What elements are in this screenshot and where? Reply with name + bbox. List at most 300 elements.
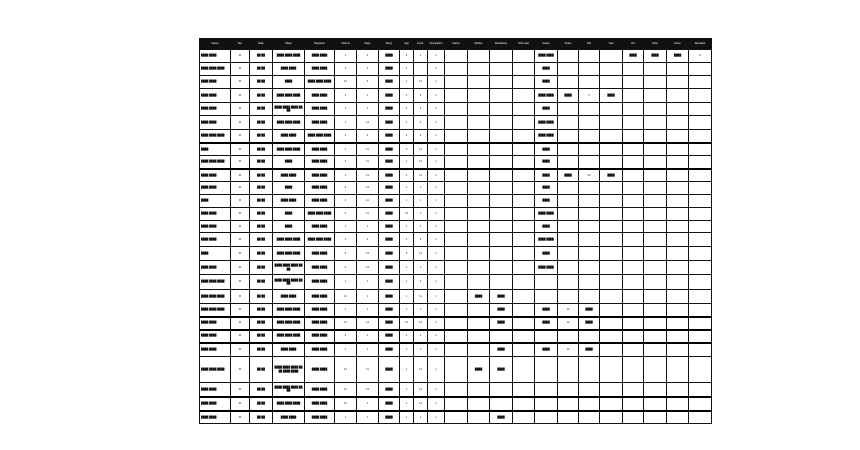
table-cell: 1 [400,76,414,89]
table-cell: ████ [379,169,400,182]
table-cell: 1 [357,343,379,357]
table-cell: ████ [535,343,558,357]
table-cell [490,89,513,103]
table-cell: ██/██ [250,156,273,169]
table-cell: ████ ████ ████ [273,304,305,317]
table-row [200,195,712,208]
table-cell: 1 [428,397,445,411]
table-cell [513,195,535,208]
table-row [200,182,712,195]
table-cell: ████ ████ ████ ████ [273,383,305,397]
table-cell: 2 [414,275,428,290]
table-cell: 3 [414,89,428,103]
table-cell: ████ ████ [200,411,231,424]
table-cell: ████ ████ ████ [305,208,335,221]
table-cell: 11 [414,383,428,397]
table-cell: ██/██ [250,89,273,103]
table-cell: 1 [357,103,379,116]
table-cell [490,169,513,182]
table-cell: ████ [535,63,558,76]
table-cell [600,156,623,169]
table-cell [468,208,490,221]
table-cell: 1 [414,411,428,424]
table-cell: 1 [428,221,445,233]
table-cell [600,411,623,424]
table-cell: ████ ████ [200,103,231,116]
column-header[interactable]: Entry [379,39,400,50]
column-header[interactable]: Mother [468,39,490,50]
table-cell [667,103,689,116]
table-cell [689,208,712,221]
table-cell [667,290,689,304]
table-cell: 1 [400,397,414,411]
table-cell [667,76,689,89]
table-cell: 13 [335,357,357,383]
table-cell [535,330,558,343]
table-cell: 13 [400,208,414,221]
table-cell [445,290,468,304]
table-cell [667,63,689,76]
table-cell [644,169,667,182]
table-row [200,383,712,397]
table-cell: ██/██ [250,290,273,304]
table-cell: 1 [414,195,428,208]
table-cell [558,357,579,383]
table-cell [623,195,644,208]
table-cell: ████ ████ ████ [200,357,231,383]
data-table [199,38,712,424]
table-cell [513,357,535,383]
table-cell [535,275,558,290]
table-cell: ██/██ [250,304,273,317]
table-cell: 1 [400,383,414,397]
table-cell [468,130,490,143]
table-cell: ████ [379,130,400,143]
table-cell: ████ ████ [305,89,335,103]
table-cell: ████ ████ [305,116,335,130]
table-cell: ████ [379,50,400,63]
table-cell: 11 [414,397,428,411]
table-cell [513,103,535,116]
table-cell [644,103,667,116]
table-cell: ████ ████ ████ [273,247,305,261]
table-cell: ████ ████ [305,304,335,317]
table-cell: 11 [414,357,428,383]
column-header[interactable]: Age [400,39,414,50]
table-cell [644,63,667,76]
table-cell: ████ [535,169,558,182]
table-cell [513,330,535,343]
table-cell: M [231,221,250,233]
table-cell: M [231,156,250,169]
table-cell [445,195,468,208]
table-cell [623,330,644,343]
table-cell: ████ ████ ████ ████ [273,275,305,290]
table-cell [623,116,644,130]
table-cell: ██/██ [250,317,273,330]
table-cell: 14 [357,317,379,330]
table-cell: M [231,317,250,330]
table-cell: 1 [357,330,379,343]
table-cell: 1 [335,169,357,182]
table-cell: 1 [400,89,414,103]
table-cell: 1 [400,221,414,233]
table-cell: 13 [357,247,379,261]
table-cell [513,275,535,290]
table-cell [558,397,579,411]
table-cell [445,169,468,182]
table-cell: ████ ████ [200,89,231,103]
table-cell: 1 [357,290,379,304]
table-cell [468,156,490,169]
table-cell [600,195,623,208]
table-cell: 3 [400,50,414,63]
table-cell: M [231,89,250,103]
table-cell [667,130,689,143]
table-cell [644,357,667,383]
table-cell [667,195,689,208]
table-cell [623,317,644,330]
table-cell [644,221,667,233]
table-cell: ████ ████ [305,411,335,424]
table-cell: ████ [379,330,400,343]
table-cell: 1 [414,50,428,63]
column-header[interactable]: Sex [231,39,250,50]
column-header[interactable]: Place [273,39,305,50]
table-cell: 1 [428,304,445,317]
table-cell: 1 [428,261,445,275]
table-row [200,208,712,221]
column-header[interactable]: Residence [490,39,513,50]
table-cell: 1 [428,343,445,357]
column-header[interactable]: Date [250,39,273,50]
table-cell [600,247,623,261]
table-cell: 3 [335,247,357,261]
table-cell: 11 [335,317,357,330]
table-cell: 4 [335,195,357,208]
table-cell: M [231,208,250,221]
table-cell [468,182,490,195]
table-cell [579,411,600,424]
table-cell: 1 [428,411,445,424]
table-cell: ████ [379,343,400,357]
table-cell [689,195,712,208]
table-cell [468,343,490,357]
table-cell: 4 [335,208,357,221]
table-cell: ████ ████ [305,330,335,343]
table-cell: 1 [428,156,445,169]
table-row [200,304,712,317]
table-cell: 1 [335,103,357,116]
table-cell [579,103,600,116]
table-cell: 3 [335,330,357,343]
column-header[interactable]: Occupation [428,39,445,50]
table-cell: 11 [414,247,428,261]
column-header[interactable]: Ref [579,39,600,50]
table-cell [667,182,689,195]
table-cell: ██/██ [250,182,273,195]
table-cell [558,290,579,304]
table-cell: 1 [428,76,445,89]
table-cell: ████ ████ ████ [305,233,335,247]
table-cell [490,63,513,76]
table-cell [490,156,513,169]
table-row [200,221,712,233]
table-cell: 1 [357,89,379,103]
column-header[interactable]: Folio [644,39,667,50]
table-cell [513,63,535,76]
table-cell [689,304,712,317]
table-cell: ████ ████ [305,343,335,357]
table-cell [579,397,600,411]
table-cell [579,247,600,261]
column-header[interactable]: Cond. [414,39,428,50]
column-header[interactable]: Notes [558,39,579,50]
table-cell [558,103,579,116]
table-cell: 13 [357,383,379,397]
table-cell [513,143,535,156]
table-cell: 13 [400,317,414,330]
table-cell [490,330,513,343]
table-cell: ████ ████ ████ [200,130,231,143]
table-cell: 1 [400,182,414,195]
table-cell: ████ ████ [305,261,335,275]
table-cell: 1 [428,290,445,304]
table-cell [689,103,712,116]
table-cell [513,89,535,103]
column-header[interactable]: Informant [513,39,535,50]
table-cell [600,261,623,275]
table-cell [600,304,623,317]
table-cell: 2 [335,156,357,169]
table-cell: ████ ████ [535,261,558,275]
table-cell: 1 [335,221,357,233]
table-cell: ████ [379,397,400,411]
table-cell: ████ [468,290,490,304]
table-cell [600,221,623,233]
table-cell [513,343,535,357]
table-cell [513,411,535,424]
table-cell: ████ [379,411,400,424]
table-cell: ██/██ [250,169,273,182]
table-cell: M [231,357,250,383]
table-cell [558,130,579,143]
table-cell [623,247,644,261]
table-cell [644,397,667,411]
table-cell: ████ ████ ████ [200,156,231,169]
table-cell: ████ [379,182,400,195]
table-cell: ████ ████ [305,182,335,195]
table-cell [445,343,468,357]
table-cell [644,411,667,424]
table-cell: 11 [414,169,428,182]
table-cell: ████ [379,317,400,330]
table-cell [579,290,600,304]
table-cell [513,130,535,143]
table-cell: ████ [667,50,689,63]
column-header[interactable]: Name [200,39,231,50]
table-cell [445,116,468,130]
table-cell [667,221,689,233]
table-cell [579,143,600,156]
table-cell: ████ ████ [535,89,558,103]
table-row [200,330,712,343]
table-cell [689,130,712,143]
table-cell [490,76,513,89]
column-header[interactable]: Father [445,39,468,50]
table-cell [689,182,712,195]
table-cell [490,221,513,233]
table-cell [558,247,579,261]
table-cell [513,304,535,317]
table-cell [644,247,667,261]
column-header[interactable]: Vol. [623,39,644,50]
table-cell [468,76,490,89]
table-row [200,290,712,304]
table-cell [689,330,712,343]
table-cell [445,233,468,247]
table-cell: ████ [468,357,490,383]
table-cell: M [231,50,250,63]
table-cell: ██/██ [250,247,273,261]
column-header[interactable]: Registrar [305,39,335,50]
table-cell: ████ ████ ████ [273,143,305,156]
table-cell: ████ [623,50,644,63]
table-cell: 11 [335,383,357,397]
table-cell [535,357,558,383]
table-cell: 1 [414,343,428,357]
table-row [200,357,712,383]
table-cell [558,330,579,343]
table-cell: ████ [273,156,305,169]
table-cell [667,330,689,343]
table-cell: ████ [535,247,558,261]
table-cell [623,357,644,383]
table-cell [623,130,644,143]
table-row [200,130,712,143]
table-cell: 1 [400,156,414,169]
table-cell [445,50,468,63]
table-cell: M [231,275,250,290]
table-cell: ████ ████ [305,221,335,233]
table-cell: 1 [400,411,414,424]
table-cell [535,411,558,424]
table-cell [513,221,535,233]
table-cell: 1 [428,182,445,195]
table-cell: 13 [357,261,379,275]
column-header[interactable]: Volume [335,39,357,50]
table-cell [445,76,468,89]
table-cell [468,103,490,116]
column-header[interactable]: Extra [667,39,689,50]
table-cell: ████ [379,247,400,261]
table-cell [600,397,623,411]
column-header[interactable]: Year [600,39,623,50]
table-cell [644,130,667,143]
table-cell: 8 [689,50,712,63]
table-cell [689,397,712,411]
table-cell [623,261,644,275]
table-cell [579,221,600,233]
table-cell: ████ [379,221,400,233]
table-cell [468,50,490,63]
table-cell: ████ [379,116,400,130]
table-cell: M [231,343,250,357]
table-cell: 2 [400,103,414,116]
table-cell: ██/██ [250,208,273,221]
table-cell: 1 [400,343,414,357]
table-cell: M [231,290,250,304]
table-cell [689,247,712,261]
table-cell [689,89,712,103]
table-cell [513,397,535,411]
table-cell [445,221,468,233]
table-cell: ████ ████ [200,50,231,63]
table-cell [623,343,644,357]
table-row [200,411,712,424]
table-cell [600,143,623,156]
column-header[interactable]: Page [357,39,379,50]
table-cell: ██/██ [250,143,273,156]
table-cell: 1 [400,63,414,76]
table-cell [490,397,513,411]
table-cell [445,156,468,169]
table-cell: ████ ████ ████ [273,330,305,343]
table-cell: 1 [428,143,445,156]
table-cell: ██/██ [250,330,273,343]
table-cell: ████ [644,50,667,63]
table-cell: 2 [400,143,414,156]
table-cell: ████ [490,343,513,357]
table-cell [558,411,579,424]
table-cell: 1 [335,275,357,290]
table-cell [490,261,513,275]
table-cell [667,247,689,261]
table-cell: ████ ████ ████ ████ ████ ████ [273,357,305,383]
table-cell: ████ [379,143,400,156]
table-cell: ████ [490,411,513,424]
table-cell [689,290,712,304]
table-cell: 3 [414,103,428,116]
table-cell: 1 [335,50,357,63]
column-header[interactable]: Cause [535,39,558,50]
table-cell: ████ ████ [305,290,335,304]
table-cell [558,383,579,397]
table-cell: 1 [428,103,445,116]
table-cell: ████ ████ ████ [305,130,335,143]
table-cell: ████ ████ [200,182,231,195]
column-header[interactable]: Remarks [689,39,712,50]
table-cell [623,221,644,233]
table-cell: 1 [428,233,445,247]
table-cell: 1 [428,169,445,182]
table-cell [644,275,667,290]
table-cell [445,357,468,383]
table-cell: ██/██ [250,50,273,63]
table-cell [535,290,558,304]
table-cell: 1 [400,304,414,317]
table-cell [644,233,667,247]
table-cell: 1 [428,317,445,330]
table-cell: 3 [335,182,357,195]
table-cell [579,195,600,208]
table-cell: ████ [535,76,558,89]
table-cell [644,290,667,304]
table-cell [558,221,579,233]
table-cell: 1 [357,411,379,424]
table-cell [623,208,644,221]
table-cell [445,411,468,424]
